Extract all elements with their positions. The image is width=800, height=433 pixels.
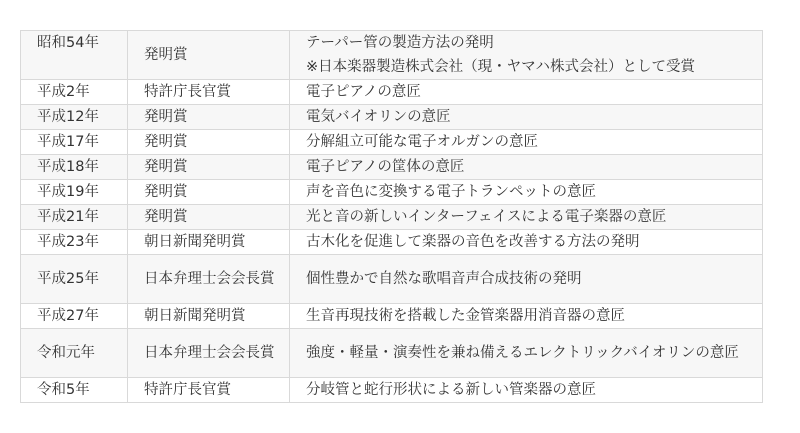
award-cell: 日本弁理士会会長賞 bbox=[128, 329, 290, 378]
award-cell: 発明賞 bbox=[128, 180, 290, 205]
award-cell: 発明賞 bbox=[128, 130, 290, 155]
year-cell: 平成12年 bbox=[21, 105, 128, 130]
table-row bbox=[21, 105, 763, 130]
year-cell: 令和5年 bbox=[21, 378, 128, 403]
year-cell: 平成23年 bbox=[21, 230, 128, 255]
year-cell: 令和元年 bbox=[21, 329, 128, 378]
table-row bbox=[21, 329, 763, 378]
description-note: ※日本楽器製造株式会社（現・ヤマハ株式会社）として受賞 bbox=[306, 59, 696, 75]
award-cell: 特許庁長官賞 bbox=[128, 80, 290, 105]
award-cell: 発明賞 bbox=[128, 105, 290, 130]
award-cell: 日本弁理士会会長賞 bbox=[128, 255, 290, 304]
description-cell bbox=[290, 31, 763, 80]
year-cell: 平成21年 bbox=[21, 205, 128, 230]
description-cell: 電子ピアノの筐体の意匠 bbox=[290, 155, 763, 180]
table-row bbox=[21, 255, 763, 304]
award-cell: 発明賞 bbox=[128, 31, 290, 80]
award-cell: 発明賞 bbox=[128, 205, 290, 230]
description-cell: 分解組立可能な電子オルガンの意匠 bbox=[290, 130, 763, 155]
table-row bbox=[21, 180, 763, 205]
description-cell: 分岐管と蛇行形状による新しい管楽器の意匠 bbox=[290, 378, 763, 403]
year-cell: 平成27年 bbox=[21, 304, 128, 329]
description-cell: 電子ピアノの意匠 bbox=[290, 80, 763, 105]
table-row bbox=[21, 304, 763, 329]
table-row bbox=[21, 31, 763, 80]
description-cell: 個性豊かで自然な歌唱音声合成技術の発明 bbox=[290, 255, 763, 304]
year-cell: 昭和54年 bbox=[21, 31, 128, 80]
awards-table-container bbox=[20, 30, 762, 403]
description-cell: 電気バイオリンの意匠 bbox=[290, 105, 763, 130]
table-row bbox=[21, 80, 763, 105]
table-row bbox=[21, 378, 763, 403]
table-row bbox=[21, 205, 763, 230]
year-cell: 平成17年 bbox=[21, 130, 128, 155]
year-cell: 平成2年 bbox=[21, 80, 128, 105]
description-cell: 光と音の新しいインターフェイスによる電子楽器の意匠 bbox=[290, 205, 763, 230]
year-cell: 平成19年 bbox=[21, 180, 128, 205]
description-cell: 声を音色に変換する電子トランペットの意匠 bbox=[290, 180, 763, 205]
description-cell: 古木化を促進して楽器の音色を改善する方法の発明 bbox=[290, 230, 763, 255]
award-cell: 朝日新聞発明賞 bbox=[128, 230, 290, 255]
award-cell: 特許庁長官賞 bbox=[128, 378, 290, 403]
year-cell: 平成18年 bbox=[21, 155, 128, 180]
description-cell: 生音再現技術を搭載した金管楽器用消音器の意匠 bbox=[290, 304, 763, 329]
year-cell: 平成25年 bbox=[21, 255, 128, 304]
table-row bbox=[21, 155, 763, 180]
award-cell: 発明賞 bbox=[128, 155, 290, 180]
award-cell: 朝日新聞発明賞 bbox=[128, 304, 290, 329]
table-row bbox=[21, 230, 763, 255]
table-row bbox=[21, 130, 763, 155]
awards-table bbox=[20, 30, 763, 403]
description-cell: 強度・軽量・演奏性を兼ね備えるエレクトリックバイオリンの意匠 bbox=[290, 329, 763, 378]
description-line: テーパー管の製造方法の発明 bbox=[306, 35, 494, 51]
